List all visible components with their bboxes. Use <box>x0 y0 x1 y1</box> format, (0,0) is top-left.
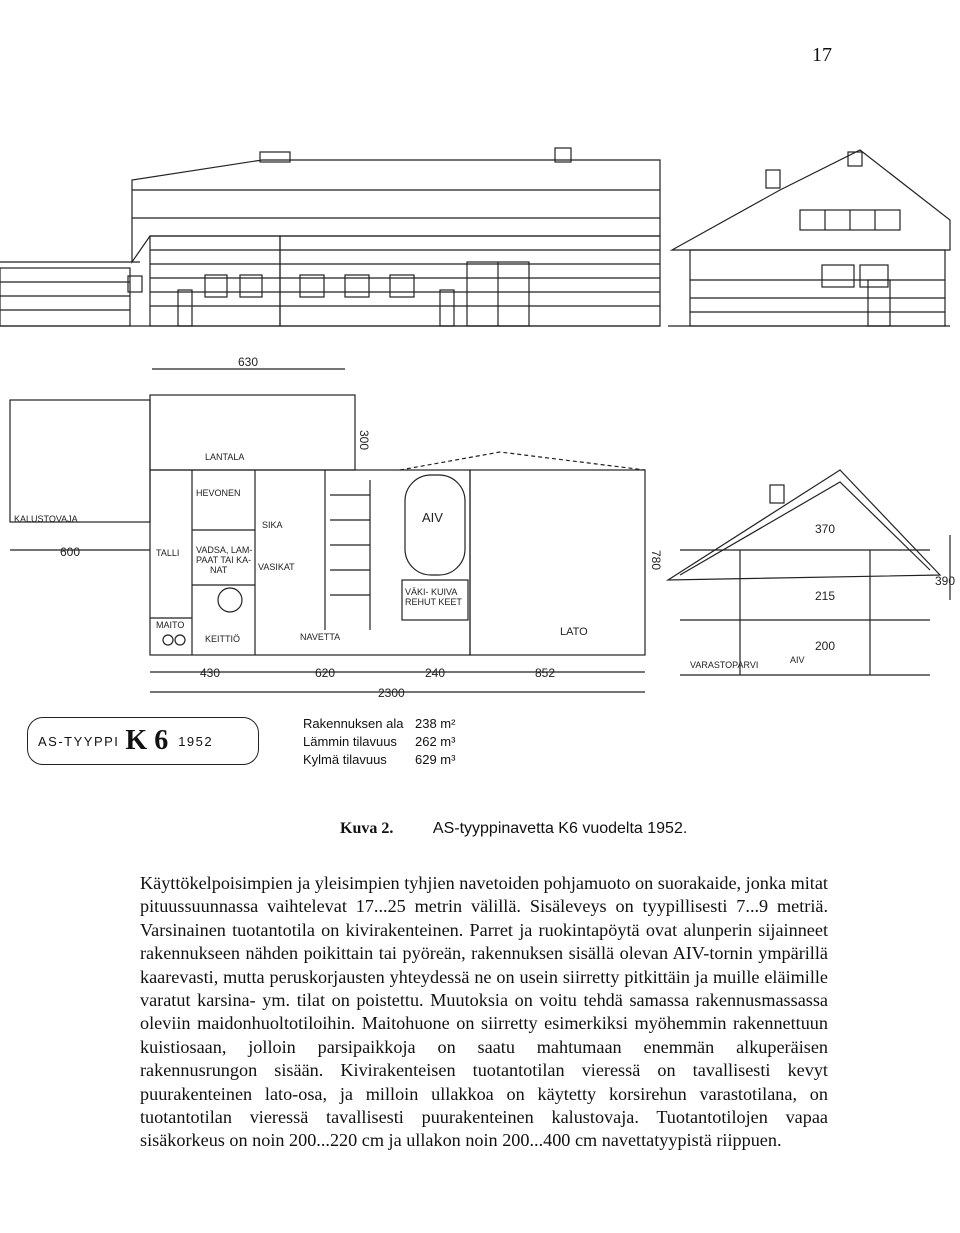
page-number: 17 <box>812 44 832 66</box>
label-sika: SIKA <box>262 520 283 530</box>
stat-row <box>303 733 455 751</box>
dim-300: 300 <box>357 430 371 451</box>
stat-label: Rakennuksen ala <box>303 716 404 731</box>
dim-390: 390 <box>935 574 956 588</box>
dim-240: 240 <box>425 666 446 680</box>
floor-plan <box>10 369 645 692</box>
body-text <box>140 872 828 1153</box>
label-vadsa-3: NAT <box>210 565 228 575</box>
stat-row <box>303 751 455 769</box>
type-badge <box>27 717 259 765</box>
building-stats <box>303 715 455 769</box>
label-talli: TALLI <box>156 548 180 558</box>
dim-200: 200 <box>815 639 836 653</box>
label-vadsa-2: PAAT TAI KA- <box>196 555 252 565</box>
figure-caption <box>340 820 687 838</box>
label-hevonen: HEVONEN <box>196 488 241 498</box>
label-vaki-2: REHUT KEET <box>405 597 462 607</box>
label-vadsa: VADSA, LAM- <box>196 545 253 555</box>
dim-2300: 2300 <box>378 686 405 700</box>
dim-430: 430 <box>200 666 221 680</box>
barn-drawing <box>0 130 960 710</box>
stat-label: Kylmä tilavuus <box>303 752 387 767</box>
cross-section <box>668 470 950 675</box>
label-keittio: KEITTIÖ <box>205 634 241 644</box>
label-aiv: AIV <box>422 510 443 525</box>
stat-row <box>303 715 455 733</box>
dim-215: 215 <box>815 589 836 603</box>
label-vaki: VÄKI- KUIVA <box>405 587 458 597</box>
paragraph: Käyttökelpoisimpien ja yleisimpien tyhjien navetoiden pohjamuoto on suorakaide, jonka mitat pituussuunnassa vaihtelevat 17...25 metrin välillä. Sisäleveys on tyypillisesti 7...9 metriä. Varsinainen tuotantotila on kivirakenteinen. Parret ja ruokintapöytä ovat alunperin sijainneet rakennukseen nähden poikittain tai pyöreän, rakennuksen sisällä olevan AIV-tornin ympärillä kaarevasti, mutta peruskorjausten yhteydessä ne on usein siirretty pitkittäin ja muille eläimille varatut karsina- ym. tilat on poistettu. Muutoksia on voitu tehdä samassa rakennusmassassa oleviin maidonhuoltotiloihin. Maitohuone on siirretty esimerkiksi myöhemmin rakennettuun kuistiosaan, jolloin parsipaikkoja on saatu mahtumaan enemmän alkuperäisen rakennusrungon sisään. Kivirakenteisen tuotantotilan vieressä on tavallisesti kevyt puurakenteinen lato-osa, ja milloin ullakkoa on käytetty korsirehun varastotilana, on tuotantotilan vieressä tavallisesti puurakenteinen kalustovaja. Tuotantotilojen vapaa sisäkorkeus on noin 200...220 cm ja ullakon noin 200...400 cm navettatyypistä riippuen. <box>140 873 828 1151</box>
stat-value: 629 m³ <box>415 752 456 767</box>
dim-852: 852 <box>535 666 556 680</box>
label-varastoparvi: VARASTOPARVI <box>690 660 759 670</box>
label-lantala: LANTALA <box>205 452 245 462</box>
label-navetta: NAVETTA <box>300 632 341 642</box>
dim-620: 620 <box>315 666 336 680</box>
caption-label: Kuva 2. <box>340 820 394 837</box>
type-year: 1952 <box>178 733 214 749</box>
type-prefix: AS-TYYPPI <box>38 733 120 749</box>
stat-value: 238 m² <box>415 716 456 731</box>
label-kalustovaja: KALUSTOVAJA <box>14 514 78 524</box>
caption-text: AS-tyyppinavetta K6 vuodelta 1952. <box>432 820 688 837</box>
stat-value: 262 m³ <box>415 734 456 749</box>
stat-label: Lämmin tilavuus <box>303 734 397 749</box>
label-vasikat: VASIKAT <box>258 562 295 572</box>
architectural-plans <box>0 130 960 710</box>
label-maito: MAITO <box>156 620 185 630</box>
label-aiv-section: AIV <box>790 655 805 665</box>
dim-600: 600 <box>60 545 81 559</box>
dim-370: 370 <box>815 522 836 536</box>
label-lato: LATO <box>560 626 588 638</box>
dim-780: 780 <box>649 550 663 571</box>
long-elevation <box>0 148 660 326</box>
dim-630: 630 <box>238 355 259 369</box>
gable-elevation <box>668 150 950 326</box>
type-code: K 6 <box>125 725 169 756</box>
